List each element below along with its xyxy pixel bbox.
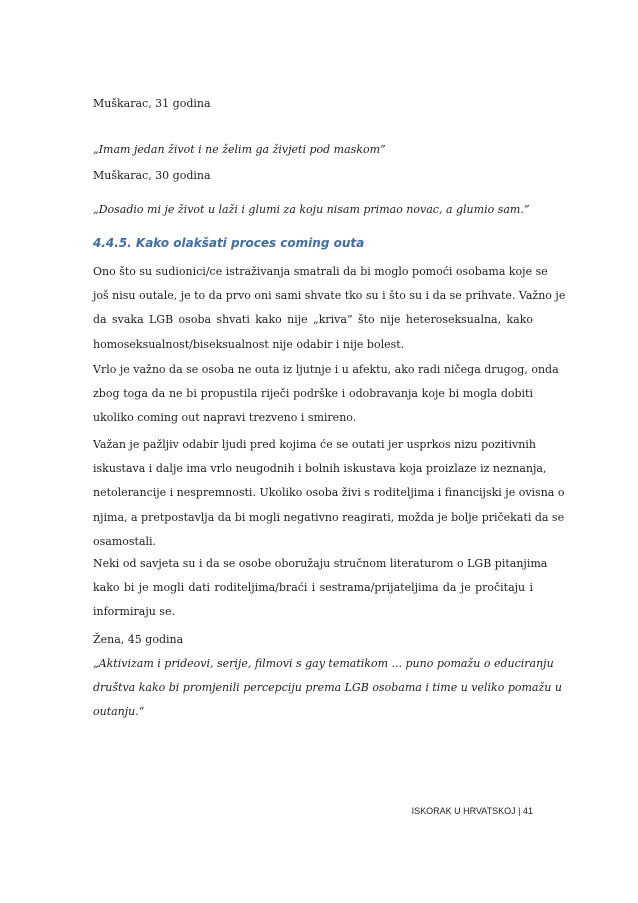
text-line: Muškarac, 31 godina [93, 97, 211, 110]
text-line: Vrlo je važno da se osoba ne outa iz ljutnje i u afektu, ako radi ničega drugog, onda [93, 363, 559, 376]
text-line: outanju.“ [93, 705, 145, 719]
text-line: Ono što su sudionici/ce istraživanja smatrali da bi moglo pomoći osobama koje se [93, 265, 548, 278]
body-paragraph [93, 260, 566, 357]
respondent-quote [93, 138, 533, 162]
text-line: Važan je pažljiv odabir ljudi pred kojima će se outati jer usprkos nizu pozitivnih [93, 438, 536, 451]
respondent-label [93, 628, 533, 652]
text-line: još nisu outale, je to da prvo oni sami shvate tko su i što su i da se prihvate. Važno je [93, 289, 566, 303]
text-line: da svaka LGB osoba shvati kako nije „kriva“ što nije heteroseksualna, kako [93, 313, 533, 327]
respondent-label [93, 164, 533, 188]
text-line: društva kako bi promjenili percepciju prema LGB osobama i time u veliko pomažu u [93, 681, 562, 695]
text-line: informiraju se. [93, 605, 175, 619]
respondent-quote [93, 198, 533, 222]
text-line: iskustava i dalje ima vrlo neugodnih i bolnih iskustava koja proizlaze iz neznanja, [93, 462, 547, 476]
text-line: Neki od savjeta su i da se osobe oboružaju stručnom literaturom o LGB pitanjima [93, 557, 548, 570]
text-line: zbog toga da ne bi propustila riječi podrške i odobravanja koje bi mogla dobiti [93, 387, 533, 401]
text-line: osamostali. [93, 534, 157, 548]
text-line: „Dosadio mi je život u laži i glumi za koju nisam primao novac, a glumio sam.” [93, 203, 530, 216]
text-line: netolerancije i nespremnosti. Ukoliko osoba živi s roditeljima i financijski je ovisna o [93, 486, 565, 500]
text-line: homoseksualnost/biseksualnost nije odabir i nije bolest. [93, 337, 405, 351]
body-paragraph [93, 552, 548, 625]
text-line: Muškarac, 30 godina [93, 169, 211, 182]
text-line: „Aktivizam i prideovi, serije, filmovi s gay tematikom ... puno pomažu o educiranju [93, 657, 554, 670]
text-line: Žena, 45 godina [93, 633, 184, 646]
section-heading: 4.4.5. Kako olakšati proces coming outa [93, 236, 365, 250]
page-footer: ISKORAK U HRVATSKOJ | 41 [411, 806, 533, 816]
text-line: ukoliko coming out napravi trezveno i smireno. [93, 411, 357, 425]
respondent-quote [93, 652, 562, 725]
body-paragraph [93, 358, 559, 431]
respondent-label [93, 92, 533, 116]
text-line: „Imam jedan život i ne želim ga živjeti pod maskom” [93, 143, 386, 156]
body-paragraph [93, 433, 565, 554]
text-line: njima, a pretpostavlja da bi mogli negativno reagirati, možda je bolje pričekati da se [93, 510, 565, 524]
text-line: kako bi je mogli dati roditeljima/braći i sestrama/prijateljima da je pročitaju i [93, 581, 533, 595]
